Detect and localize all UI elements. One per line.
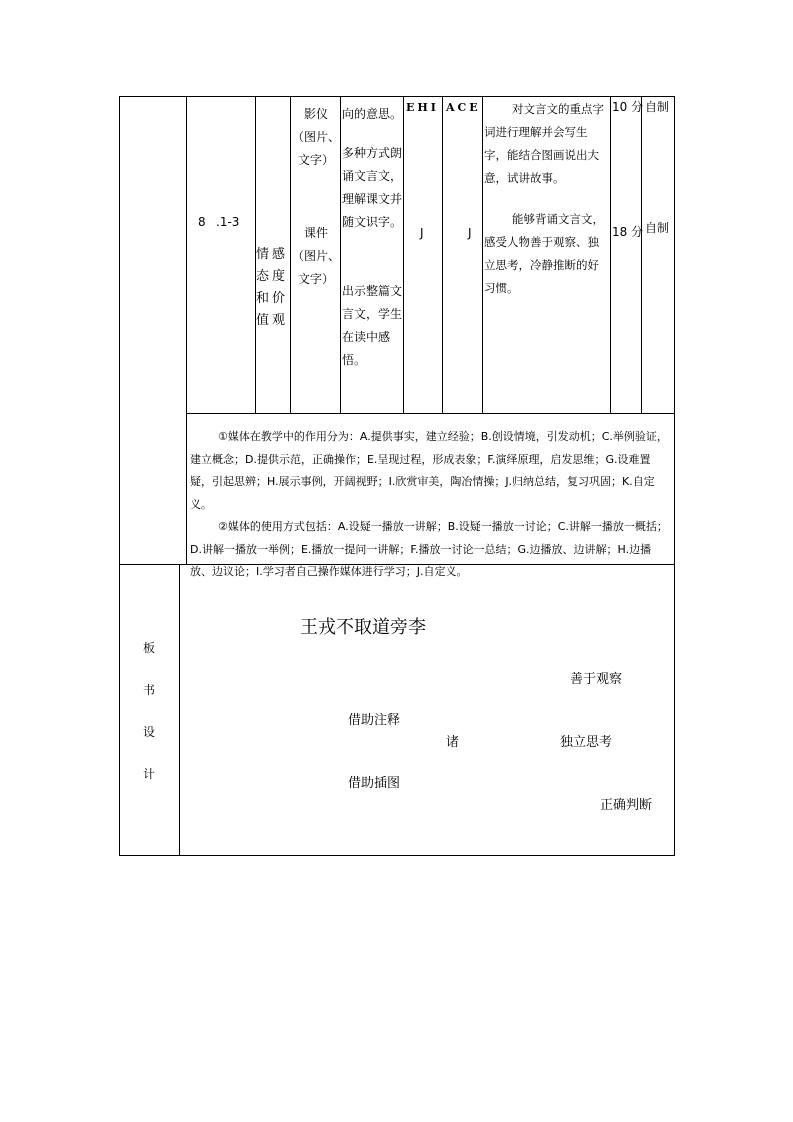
board-title: 王戎不取道旁李	[300, 617, 426, 638]
media-usage-note: ②媒体的使用方式包括：A.设疑一播放一讲解；B.设疑一播放一讨论；C.讲解一播放一概括；D.讲解一播放一举例；E.播放一提问一讲解；F.播放一讨论一总结；G.边播放、边讲解；H.边播放、边议论；I.学习者自己操作媒体进行学习；J.自定义。	[190, 520, 668, 578]
role-header: EHI	[406, 101, 439, 114]
board-label-2: 书	[143, 683, 156, 697]
board-left-2: 借助插图	[348, 776, 401, 791]
goal-text-1: 对文言文的重点字词进行理解并会写生字，能结合图画说出大意，试讲故事。	[484, 102, 604, 185]
col-line-8	[610, 96, 611, 414]
media-name-2: 课件	[303, 226, 328, 240]
role-value: J	[420, 226, 424, 240]
media-notes	[190, 426, 670, 584]
table-right-border	[674, 96, 675, 856]
board-right-3: 正确判断	[600, 798, 653, 813]
time-2: 18 分	[612, 225, 644, 239]
media-type-2: （图片、文字）	[291, 249, 340, 286]
board-right-2: 独立思考	[560, 735, 613, 750]
media-cell-2	[291, 222, 341, 291]
media-role-note: ①媒体在教学中的作用分为：A.提供事实，建立经验；B.创设情境，引发动机；C.举例验证，建立概念；D.提供示范，正确操作；E.呈现过程，形成表象；F.演绎原理，启发思维；G.设难置疑，引起思辨；H.展示事例，开阔视野；I.欣赏审美，陶冶情操；J.归纳总结，复习巩固；K.自定义。	[190, 430, 668, 511]
row-range: .1-3	[216, 215, 240, 229]
content-text-1: 向的意思。	[342, 107, 403, 121]
goal-text-2: 能够背诵文言文，感受人物善于观察、独立思考，冷静推断的好习惯。	[484, 212, 604, 295]
content-text-2: 多种方式朗诵文言文，理解课文并随文识字。	[342, 146, 403, 229]
category-cell: 情感态度和价值观	[256, 247, 289, 328]
row-number: 8	[198, 215, 206, 229]
table-top-border	[119, 96, 675, 97]
content-text-3: 出示整篇文言文，学生在读中感悟。	[342, 284, 403, 367]
board-label-1: 板	[143, 641, 156, 655]
row-separator	[186, 413, 675, 414]
board-right-1: 善于观察	[570, 672, 623, 687]
col-line-1	[186, 96, 187, 565]
col-line-6	[442, 96, 443, 414]
board-label-4: 计	[143, 767, 156, 781]
media-cell-1	[291, 103, 341, 172]
source-2: 自制	[645, 221, 670, 235]
source-1: 自制	[645, 100, 670, 114]
media-type-1: （图片、文字）	[291, 130, 340, 167]
usage-header: ACE	[446, 101, 481, 114]
col-line-7	[482, 96, 483, 414]
board-label-divider	[179, 564, 180, 856]
usage-value: J	[468, 226, 472, 240]
table-left-border	[119, 96, 120, 856]
time-1: 10 分	[612, 100, 644, 114]
table-bottom-border	[119, 855, 675, 856]
col-line-9	[641, 96, 642, 414]
board-label-3: 设	[143, 725, 156, 739]
media-name-1: 影仪	[303, 107, 328, 121]
board-center: 诸	[446, 735, 460, 750]
board-left-1: 借助注释	[348, 713, 401, 728]
